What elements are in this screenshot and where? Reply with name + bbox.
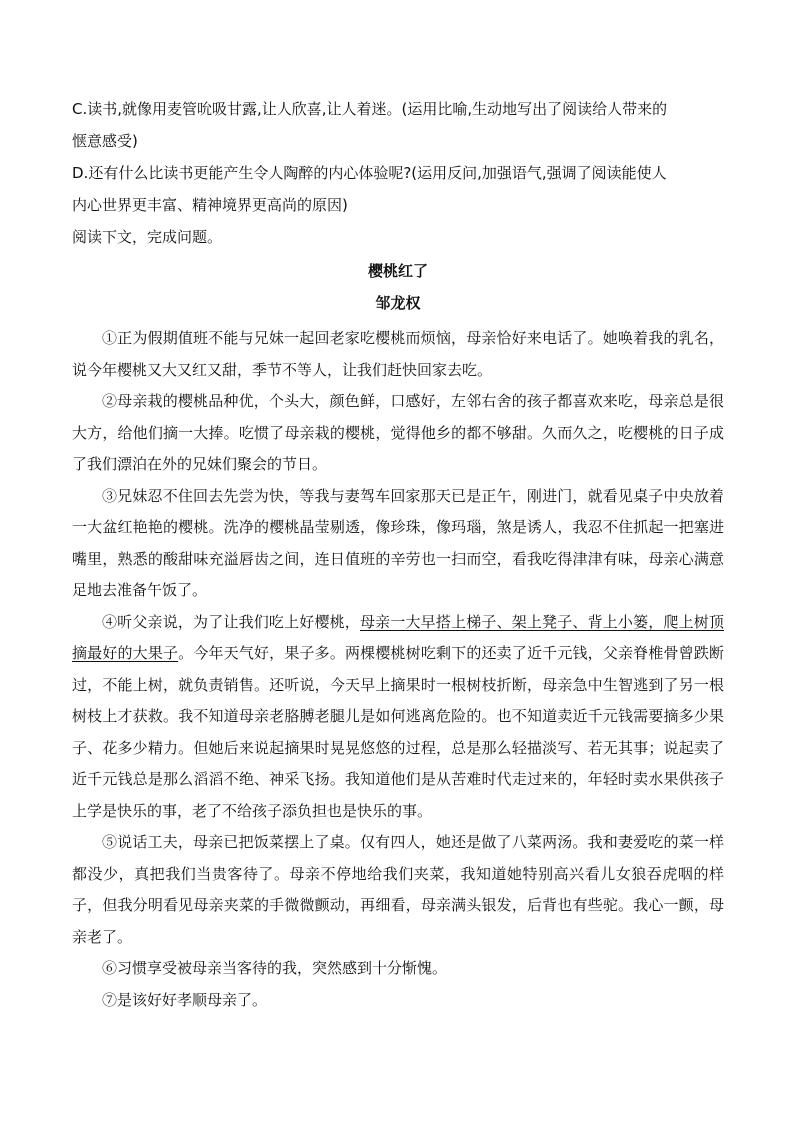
paragraph-4-lead: ④听父亲说，为了让我们吃上好樱桃， [102,612,360,631]
paragraph-7: ⑦是该好好孝顺母亲了。 [102,990,268,1009]
paragraph-4-rest: 。今年天气好，果子多。两棵樱桃树吃剩下的还卖了近千元钱，父亲脊椎骨曾跌断过，不能上树，就负责销售。还听说，今天早上摘果时一根树枝折断，母亲急中生智逃到了另一根树枝上才获救。我不知道母亲老胳膊老腿儿是如何逃离危险的。也不知道卖近千元钱需要摘多少果子、花多少精力。但她后来说起摘果时晃晃悠悠的过程，总是那么轻描淡写、若无其事；说起卖了近千元钱总是那么滔滔不绝、神采飞扬。我知道他们是从苦难时代走过来的，年轻时卖水果供孩子上学是快乐的事，老了不给孩子添负担也是快乐的事。 [72,644,724,820]
article-body [72,323,724,1016]
paragraph-4 [72,607,724,828]
paragraph-4-underlined-sentence: 母亲一大早搭上梯子、架上凳子、背上小篓，爬上树顶摘最好的大果子 [72,612,724,662]
article-title: 樱桃红了 [367,262,428,280]
paragraph-1: ①正为假期值班不能与兄妹一起回老家吃樱桃而烦恼，母亲恰好来电话了。她唤着我的乳名，说今年樱桃又大又红又甜，季节不等人，让我们赶快回家去吃。 [72,329,724,379]
reading-instruction: 阅读下文，完成问题。 [72,228,223,246]
article-author: 邹龙权 [375,294,421,312]
document-page [72,93,724,1016]
paragraph-2: ②母亲栽的樱桃品种优，个头大，颜色鲜，口感好，左邻右舍的孩子都喜欢来吃，母亲总是很大方，给他们摘一大捧。吃惯了母亲栽的樱桃，觉得他乡的都不够甜。久而久之，吃樱桃的日子成了我们漂泊在外的兄妹们聚会的节日。 [72,392,724,473]
option-c-line-2: 惬意感受) [72,132,138,150]
paragraph-6: ⑥习惯享受被母亲当客待的我，突然感到十分惭愧。 [102,959,448,977]
paragraph-3: ③兄妹忍不住回去先尝为快，等我与妻驾车回家那天已是正午，刚进门，就看见桌子中央放着一大盆红艳艳的樱桃。洗净的樱桃晶莹剔透，像珍珠，像玛瑙，煞是诱人，我忍不住抓起一把塞进嘴里，熟悉的酸甜味充溢唇齿之间，连日值班的辛劳也一扫而空，看我吃得津津有味，母亲心满意足地去准备午饭了。 [72,486,724,599]
option-d-line-1: D.还有什么比读书更能产生令人陶醉的内心体验呢?(运用反问,加强语气,强调了阅读能使人 [72,164,667,182]
paragraph-5: ⑤说话工夫，母亲已把饭菜摆上了桌。仅有四人，她还是做了八菜两汤。我和妻爱吃的菜一样都没少，真把我们当贵客待了。母亲不停地给我们夹菜，我知道她特别高兴看儿女狼吞虎咽的样子，但我分明看见母亲夹菜的手微微颤动，再细看，母亲满头银发，后背也有些驼。我心一颤，母亲老了。 [72,833,724,946]
option-d-line-2: 内心世界更丰富、精神境界更高尚的原因) [72,196,348,214]
option-c-line-1: C.读书,就像用麦管吮吸甘露,让人欣喜,让人着迷。(运用比喻,生动地写出了阅读给人带来的 [72,100,668,118]
